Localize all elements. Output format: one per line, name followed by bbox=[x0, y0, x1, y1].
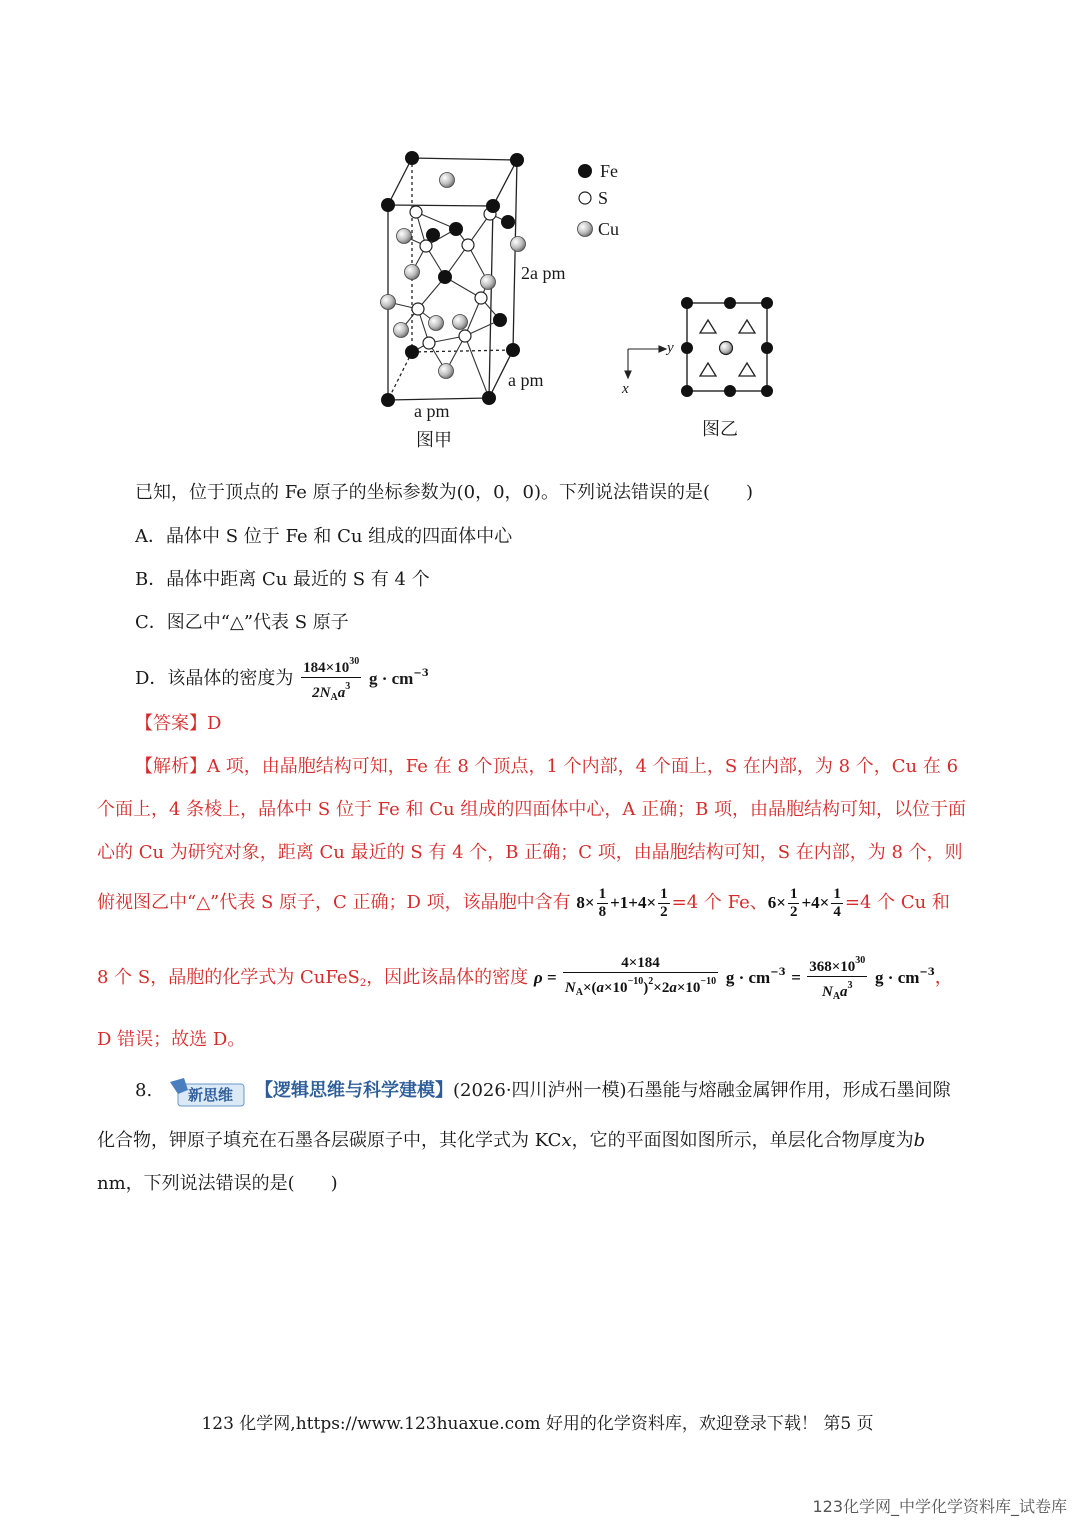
density-denominator: 2N bbox=[312, 684, 331, 701]
analysis-line-6: D 错误；故选 D。 bbox=[97, 1029, 246, 1050]
dim-height-label: 2a pm bbox=[521, 263, 566, 283]
density-denominator-a: a bbox=[337, 684, 346, 701]
new-thinking-badge bbox=[168, 1078, 246, 1108]
analysis-line-5: 8 个 S，晶胞的化学式为 CuFeS$_2$，因此该晶体的密度 ρ = $\frac{4\times 184}{N_A\times(a\times 10^{-10})^2\times 2a\times 10^{-10}}$ $g \cdot cm^{-3}$ = $\frac{368\times 10^{30}}{N_Aa^3}$ $g \cdot cm^{-3}$， bbox=[97, 948, 953, 1009]
density-unit: g · cm bbox=[368, 669, 414, 688]
legend-fe-label: Fe bbox=[600, 161, 618, 181]
answer-value: D bbox=[207, 713, 222, 734]
density-numerator-exp: 30 bbox=[349, 655, 360, 667]
legend-fe-symbol bbox=[578, 164, 592, 178]
axis-x-label: x bbox=[622, 381, 629, 397]
rho-numerator: 4×184 bbox=[621, 955, 660, 971]
q7-option-a: A．晶体中 S 位于 Fe 和 Cu 组成的四面体中心 bbox=[135, 526, 513, 547]
analysis-line-2: 个面上，4 条棱上，晶体中 S 位于 Fe 和 Cu 组成的四面体中心，A 正确；B 项，由晶胞结构可知，以位于面 bbox=[97, 799, 967, 820]
answer-line bbox=[135, 713, 221, 735]
q8-text-2: 化合物，钾原子填充在石墨各层碳原子中，其化学式为 KC bbox=[97, 1130, 562, 1151]
analysis-line-4: 俯视图乙中“△”代表 S 原子，C 正确；D 项，该晶胞中含有 8× $\frac{1}{8}$ +1+4× $\frac{1}{2}$ =4 个 Fe、6× $\frac{1}{2}$ +4× $\frac{1}{4}$ =4 个 Cu 和 bbox=[97, 885, 950, 920]
q7-stem: 已知，位于顶点的 Fe 原子的坐标参数为(0，0，0)。下列说法错误的是( ) bbox=[135, 482, 754, 503]
page-footer: 123 化学网,https://www.123huaxue.com 好用的化学资料库，欢迎登录下载！ 第5 页 bbox=[201, 1414, 874, 1434]
q8-line-2 bbox=[97, 1130, 925, 1152]
q8-var-x: x bbox=[561, 1130, 572, 1151]
site-watermark: 123化学网_中学化学资料库_试卷库 bbox=[812, 1497, 1067, 1516]
analysis-cu-count: =4 个 Cu 和 bbox=[844, 892, 950, 913]
cell-edges bbox=[388, 158, 517, 400]
density-numerator: 184×10 bbox=[303, 659, 350, 676]
density-unit-exp: −3 bbox=[413, 668, 429, 679]
analysis-text-5a: 8 个 S，晶胞的化学式为 CuFeS bbox=[97, 967, 360, 988]
top-view-figure bbox=[615, 290, 785, 400]
dim-width-label: a pm bbox=[414, 401, 450, 421]
q8-text-2b: ，它的平面图如图所示，单层化合物厚度为 bbox=[571, 1130, 914, 1151]
q8-line-3: nm，下列说法错误的是( ) bbox=[97, 1173, 338, 1194]
q8-line-1 bbox=[255, 1080, 951, 1102]
q7-option-d bbox=[135, 652, 429, 706]
analysis-text-1: A 项，由晶胞结构可知，Fe 在 8 个顶点，1 个内部，4 个面上，S 在内部，为 8 个，Cu 在 6 bbox=[207, 756, 959, 777]
analysis-text-5b: ，因此该晶体的密度 bbox=[366, 967, 529, 988]
q8-var-b: b bbox=[913, 1130, 926, 1151]
analysis-fe-count: =4 个 Fe、 bbox=[671, 892, 768, 913]
rho-result-fraction: $\frac{368\times 10^{30}}{N_Aa^3}$ bbox=[807, 952, 867, 1005]
legend-s-label: S bbox=[598, 188, 609, 208]
q7-option-b: B．晶体中距离 Cu 最近的 S 有 4 个 bbox=[135, 569, 430, 590]
dim-depth-label: a pm bbox=[508, 370, 544, 390]
legend-cu-label: Cu bbox=[598, 219, 620, 239]
formula-subscript: 2 bbox=[359, 978, 367, 989]
q8-text-1: (2026·四川泸州一模)石墨能与熔融金属钾作用，形成石墨间隙 bbox=[453, 1080, 951, 1101]
legend-cu-symbol bbox=[578, 222, 593, 237]
caption-yi: 图乙 bbox=[702, 419, 738, 440]
rho-fraction: $\frac{4\times 184}{N_A\times(a\times 10^{-10})^2\times 2a\times 10^{-10}}$ bbox=[563, 955, 718, 1001]
rho-result-numerator: 368×10 bbox=[809, 958, 856, 975]
analysis-line-3: 心的 Cu 为研究对象，距离 Cu 最近的 S 有 4 个，B 正确；C 项，由晶胞结构可知，S 在内部，为 8 个，则 bbox=[97, 842, 963, 863]
caption-jia: 图甲 bbox=[416, 430, 452, 451]
answer-tag: 【答案】 bbox=[135, 713, 207, 734]
analysis-text-4a: 俯视图乙中“△”代表 S 原子，C 正确；D 项，该晶胞中含有 bbox=[97, 892, 571, 913]
density-fraction bbox=[301, 653, 361, 706]
legend-s-symbol bbox=[579, 192, 591, 204]
rho-unit: g · cm bbox=[725, 968, 771, 987]
axis-y-label: y bbox=[667, 340, 674, 356]
q8-tag: 【逻辑思维与科学建模】 bbox=[255, 1080, 453, 1101]
density-denominator-sub: A bbox=[330, 691, 338, 703]
badge-label: 新思维 bbox=[188, 1086, 234, 1104]
cu-atoms bbox=[381, 173, 526, 379]
q8-number: 8. bbox=[135, 1080, 153, 1101]
q7-option-c: C．图乙中“△”代表 S 原子 bbox=[135, 612, 349, 633]
analysis-tag: 【解析】 bbox=[135, 756, 207, 777]
density-denominator-exp: 3 bbox=[345, 680, 351, 692]
analysis-line-1 bbox=[135, 756, 958, 778]
q7-option-d-prefix: D．该晶体的密度为 bbox=[135, 668, 294, 689]
